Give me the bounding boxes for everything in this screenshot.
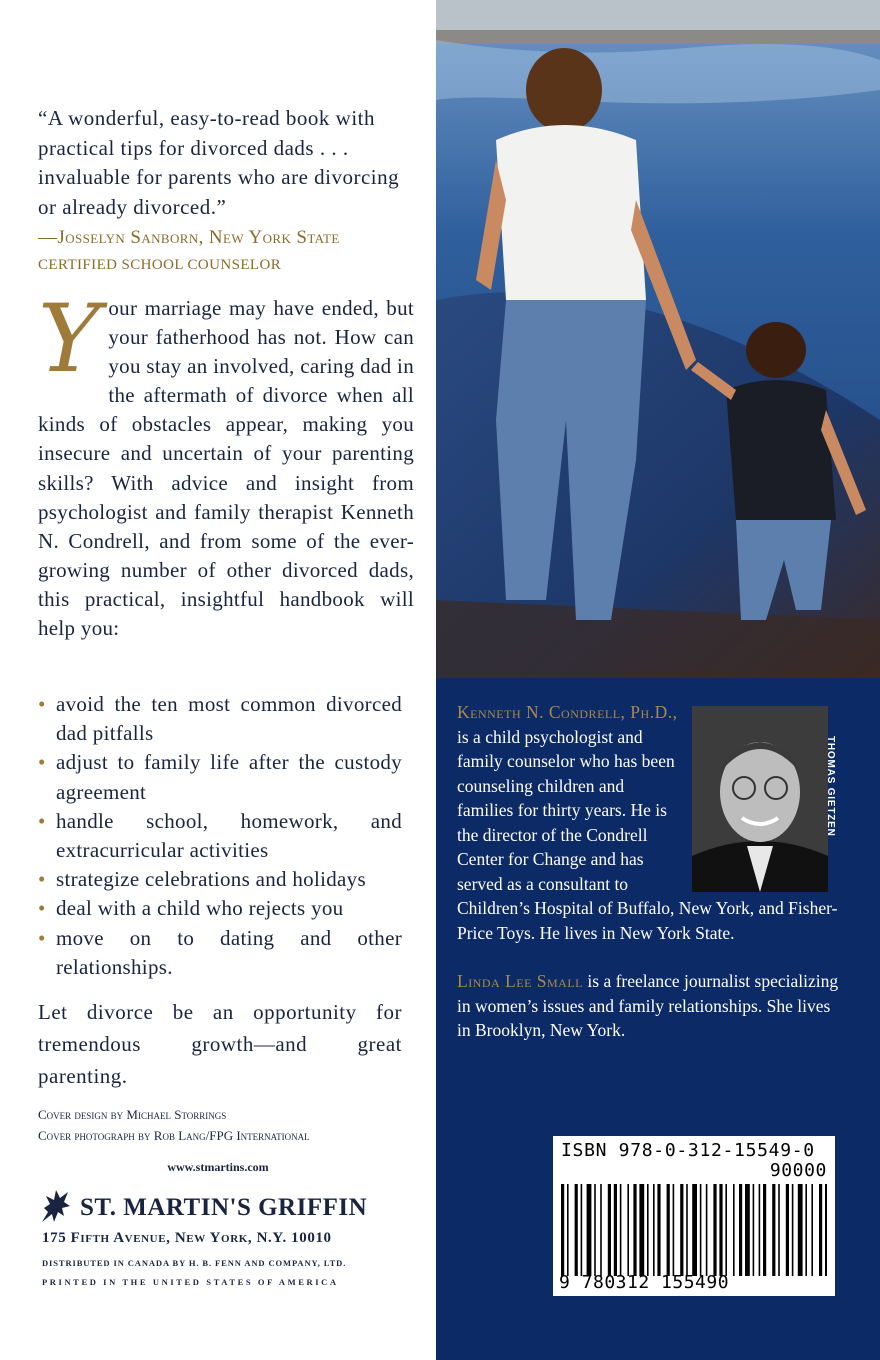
list-item: • strategize celebrations and holidays [38, 865, 402, 894]
griffin-logo-icon [38, 1186, 72, 1224]
cover-credits [38, 1104, 428, 1146]
printed-line: PRINTED IN THE UNITED STATES OF AMERICA [42, 1277, 339, 1287]
closing-statement: Let divorce be an opportunity for tremendous growth—and great parenting. [38, 1000, 402, 1088]
headshot-photo-credit: THOMAS GIETZEN [825, 736, 836, 837]
list-item: • handle school, homework, and extracurricular activities [38, 807, 402, 865]
list-item: • move on to dating and other relationships. [38, 924, 402, 982]
book-description [38, 285, 414, 643]
author-section [457, 700, 842, 1043]
author2-bio-block [457, 969, 842, 1043]
author1-bio: is a child psychologist and family counselor who has been counseling children and families for thirty years. He is the director of the Condrell Center for Change and has served as a consultant to Children’s Hospital of Buffalo, New York, and Fisher-Price Toys. He lives in New York State. [457, 726, 838, 943]
endorsement-attribution [38, 224, 428, 278]
author1-bio-block [457, 700, 842, 945]
list-item: • avoid the ten most common divorced dad pitfalls [38, 690, 402, 748]
isbn-barcode [553, 1136, 835, 1296]
author-photo [692, 706, 828, 892]
publisher-website[interactable]: www.stmartins.com [167, 1160, 269, 1174]
author1-name: Kenneth N. Condrell, Ph.D., [457, 702, 678, 722]
benefit-list [38, 690, 402, 982]
list-item: • adjust to family life after the custody agreement [38, 748, 402, 806]
drop-cap: Y [38, 285, 101, 394]
endorsement-title: CERTIFIED SCHOOL COUNSELOR [38, 257, 282, 273]
endorsement-name: —Josselyn Sanborn, New York State [38, 227, 340, 248]
price-code: 90000 [769, 1160, 827, 1181]
father-son-beach-photo [436, 0, 880, 678]
description-text: our marriage may have ended, but your fatherhood has not. How can you stay an involved, caring dad in the aftermath of divorce when all kinds of obstacles appear, making you insecure and uncertain of your parenting skills? With advice and insight from psychologist and family therapist Kenneth N. Condrell, and from some of the ever-growing number of other divorced dads, this practical, insightful handbook will help you: [38, 296, 414, 641]
author2-name: Linda Lee Small [457, 971, 584, 991]
back-cover-left-panel [0, 0, 436, 1360]
list-item: • deal with a child who rejects you [38, 894, 402, 923]
author-headshot [692, 706, 842, 892]
endorsement-quote: “A wonderful, easy-to-read book with practical tips for divorced dads . . . invaluable for parents who are divorcing or already divorced.” [38, 106, 400, 219]
back-cover-right-panel [436, 0, 880, 1360]
barcode-bars [561, 1184, 827, 1276]
barcode-digits: 9 780312 155490 [559, 1272, 730, 1293]
publisher-name: ST. MARTIN'S GRIFFIN [80, 1194, 368, 1221]
design-credit: Cover design by Michael Storrings [38, 1107, 227, 1122]
isbn-number: ISBN 978-0-312-15549-0 [561, 1140, 815, 1161]
publisher-address: 175 Fifth Avenue, New York, N.Y. 10010 [42, 1230, 332, 1246]
distribution-line: DISTRIBUTED IN CANADA BY H. B. FENN AND COMPANY, LTD. [42, 1258, 347, 1268]
photo-credit: Cover photograph by Rob Lang/FPG International [38, 1128, 310, 1143]
author2-bio: is a freelance journalist specializing in women’s issues and family relationships. She lives in Brooklyn, New York. [457, 971, 839, 1040]
